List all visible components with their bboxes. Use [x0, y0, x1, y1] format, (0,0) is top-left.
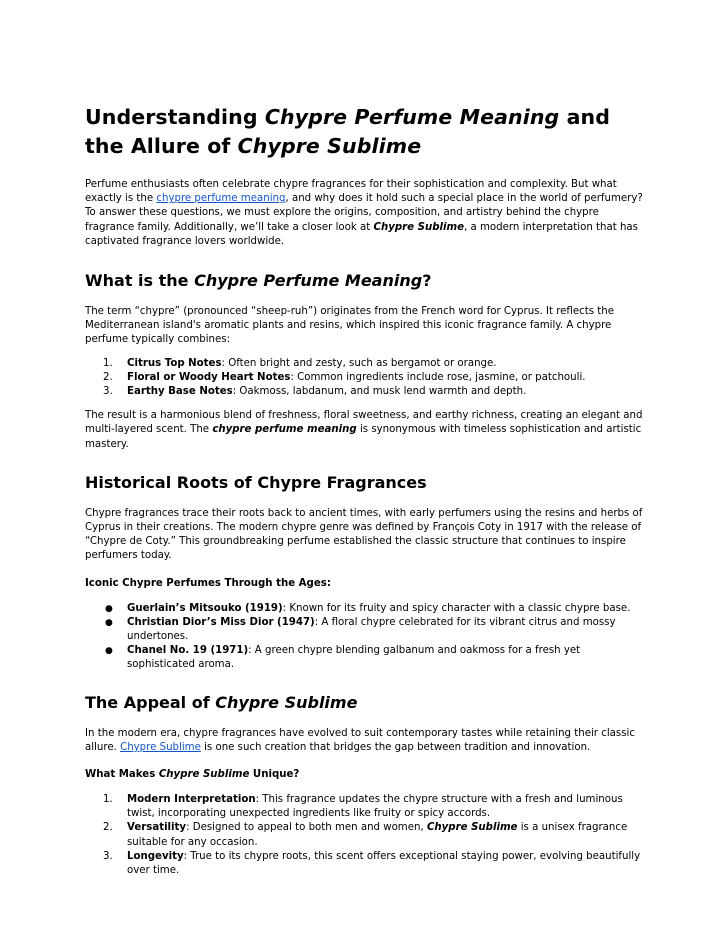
iconic-perfumes-list — [85, 602, 645, 673]
list-item: 2. Floral or Woody Heart Notes: Common ingredients include rose, jasmine, or patchouli. — [103, 371, 586, 383]
list-item: 1. Modern Interpretation: This fragrance updates the chypre structure with a fresh and luminous twist, incorporating unexpected ingredients like fruity or spicy accords. — [103, 794, 623, 820]
list-item: ● Chanel No. 19 (1971): A green chypre blending galbanum and oakmoss for a fresh yet sophisticated aroma. — [105, 645, 581, 671]
section1-result: The result is a harmonious blend of freshness, floral sweetness, and earthy richness, creating an elegant and multi-layered scent. The chypre perfume meaning is synonymous with timeless sophistication and artistic mastery. — [85, 410, 643, 450]
list-item: 3. Earthy Base Notes: Oakmoss, labdanum, and musk lend warmth and depth. — [103, 386, 527, 398]
section1-paragraph: The term “chypre” (pronounced “sheep-ruh”) originates from the French word for Cyprus. It reflects the Mediterranean island's aromatic plants and resins, which inspired this iconic fragrance family. A chypre perfume typically combines: — [85, 306, 614, 346]
list-item: 1. Citrus Top Notes: Often bright and zesty, such as bergamot or orange. — [103, 357, 497, 369]
subheading-iconic-perfumes: Iconic Chypre Perfumes Through the Ages: — [85, 577, 331, 589]
section-heading-historical-roots: Historical Roots of Chypre Fragrances — [85, 472, 427, 492]
list-item: ● Christian Dior’s Miss Dior (1947): A floral chypre celebrated for its vibrant citrus and mossy undertones. — [105, 616, 616, 643]
section2-paragraph: Chypre fragrances trace their roots back to ancient times, with early perfumers using the resins and herbs of Cyprus in their creations. The modern chypre genre was defined by François Coty in 1917 with the release of “Chypre de Coty.” This groundbreaking perfume established the classic structure that continues to inspire perfumers today. — [85, 507, 643, 562]
section-heading-what-is: What is the Chypre Perfume Meaning? — [85, 271, 432, 291]
chypre-perfume-meaning-link[interactable]: chypre perfume meaning — [156, 193, 286, 205]
section3-paragraph: In the modern era, chypre fragrances have evolved to suit contemporary tastes while retaining their classic allure. Chypre Sublime is one such creation that bridges the gap between tradition and innovation. — [85, 727, 635, 753]
list-item: 2. Versatility: Designed to appeal to both men and women, Chypre Sublime is a unisex fragrance suitable for any occasion. — [103, 822, 628, 848]
list-item: 3. Longevity: True to its chypre roots, this scent offers exceptional staying power, evolving beautifully over time. — [103, 850, 641, 877]
unique-features-list — [85, 793, 645, 878]
section-heading-appeal: The Appeal of Chypre Sublime — [85, 692, 358, 712]
document-page — [85, 103, 645, 892]
notes-list — [85, 357, 645, 400]
chypre-sublime-link[interactable]: Chypre Sublime — [120, 741, 201, 753]
intro-paragraph: Perfume enthusiasts often celebrate chypre fragrances for their sophistication and complexity. But what exactly is the chypre perfume meaning, and why does it hold such a special place in the world of perfumery? To answer these questions, we must explore the origins, composition, and artistry behind the chypre fragrance family. Additionally, we’ll take a closer look at Chypre Sublime, a modern interpretation that has captivated fragrance lovers worldwide. — [85, 179, 643, 247]
list-item: ● Guerlain’s Mitsouko (1919): Known for its fruity and spicy character with a classic chypre base. — [105, 602, 631, 614]
page-title: Understanding Chypre Perfume Meaning and the Allure of Chypre Sublime — [85, 105, 610, 158]
subheading-what-makes-unique: What Makes Chypre Sublime Unique? — [85, 769, 300, 781]
